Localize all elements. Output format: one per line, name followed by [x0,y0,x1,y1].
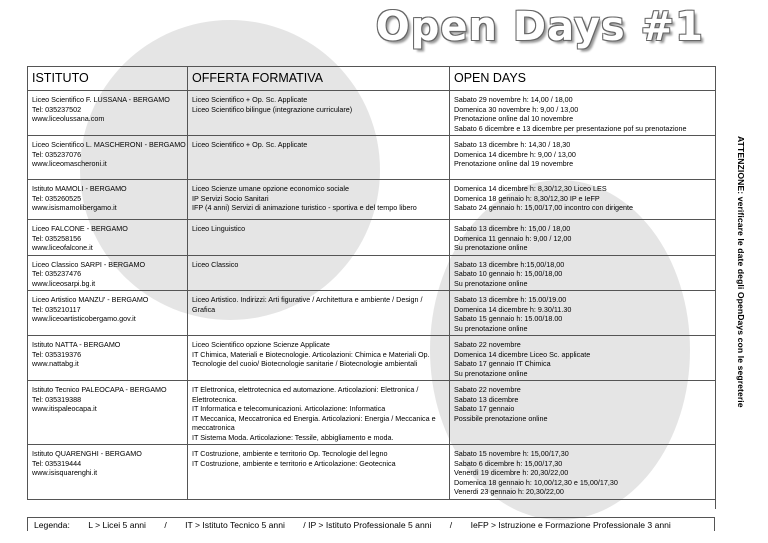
open-line: Sabato 22 novembre [454,385,521,394]
offerta-line: IFP (4 anni) Servizi di animazione turistico - sportiva e del tempo libero [192,203,417,212]
istituto-line: Liceo Classico SARPI - BERGAMO [32,259,146,269]
table-row [28,381,716,445]
open-line: Sabato 6 dicembre e 13 dicembre per presentazione pof su prenotazione [454,123,687,133]
offerta-line: Liceo Scientifico + Op. Sc. Applicate [192,140,308,149]
istituto-line: www.liceolussana.com [32,114,105,123]
side-divider [715,66,716,509]
open-line: Prenotazione online dal 10 novembre [454,114,574,123]
table-row [28,255,716,291]
open-line: Sabato 17 gennaio IT Chimica [454,359,551,368]
offerta-line: IT Sistema Moda. Articolazione: Tessile, abbigliamento e moda. [192,432,394,442]
cell-istituto [28,336,188,381]
open-line: Sabato 17 gennaio [454,404,515,413]
cell-offerta [188,180,450,220]
offerta-line: Liceo Classico [192,259,239,269]
istituto-line: www.liceoartisticobergamo.gov.it [32,314,136,323]
open-line: Sabato 13 dicembre h:15,00/18,00 [454,259,565,269]
istituto-line: Liceo Scientifico L. MASCHERONI - BERGAMO [32,140,186,149]
legend-item: / [164,520,167,530]
cell-istituto [28,381,188,445]
open-line: Venerdì 19 dicembre h: 20,30/22,00 [454,468,569,477]
istituto-line: Istituto Tecnico PALEOCAPA - BERGAMO [32,385,167,394]
istituto-line: Liceo Scientifico F. LUSSANA - BERGAMO [32,95,170,104]
legend-item: IeFP > Istruzione e Formazione Professionale 3 anni [470,520,671,530]
side-note: ATTENZIONE: verificare le date degli OpenDays con le segreterie [736,136,746,408]
offerta-line: Liceo Scientifico opzione Scienze Applicate [192,340,330,349]
offerta-line: IT Costruzione, ambiente e territorio e Articolazione: Geotecnica [192,458,396,468]
open-line: Domenica 30 novembre h: 9,00 / 13,00 [454,104,579,114]
cell-istituto [28,445,188,500]
cell-istituto [28,220,188,256]
open-line: Su prenotazione online [454,243,528,252]
cell-offerta [188,445,450,500]
cell-open [450,381,716,445]
istituto-line: Tel: 035258156 [32,233,82,243]
open-line: Sabato 13 dicembre [454,394,519,404]
header-open-days: OPEN DAYS [450,67,716,91]
legend-item: / IP > Istituto Professionale 5 anni [303,520,432,530]
cell-open [450,336,716,381]
open-line: Prenotazione online dal 19 novembre [454,159,574,168]
cell-istituto [28,180,188,220]
table-header-row [28,67,716,91]
cell-offerta [188,136,450,180]
open-line: Sabato 13 dicembre h: 15,00 / 18,00 [454,224,571,233]
offerta-line: IT Informatica e telecomunicazioni. Articolazione: Informatica [192,404,386,413]
istituto-line: Tel: 035210117 [32,304,81,314]
open-line: Venerdi 23 gennaio h: 20,30/22,00 [454,487,564,496]
istituto-line: Istituto QUARENGHI - BERGAMO [32,449,142,458]
cell-offerta [188,381,450,445]
istituto-line: Liceo Artistico MANZU' - BERGAMO [32,295,149,304]
istituto-line: www.isisquarenghi.it [32,468,98,477]
open-line: Sabato 10 gennaio h: 15,00/18,00 [454,269,563,278]
open-line: Domenica 14 dicembre h: 8,30/12,30 Liceo LES [454,184,607,193]
istituto-line: www.isismamolibergamo.it [32,203,117,212]
table-row [28,445,716,500]
cell-istituto [28,291,188,336]
open-line: Domenica 18 gennaio h: 10,00/12,30 e 15,00/17,30 [454,477,618,487]
cell-offerta [188,291,450,336]
offerta-line: Liceo Scienze umane opzione economico sociale [192,184,350,193]
cell-offerta [188,91,450,136]
header-offerta: OFFERTA FORMATIVA [188,67,450,91]
open-line: Domenica 14 dicembre h: 9,00 / 13,00 [454,149,576,159]
open-line: Domenica 18 gennaio h: 8,30/12,30 IP e IeFP [454,193,600,203]
cell-istituto [28,136,188,180]
legend [27,517,715,531]
offerta-line: Liceo Scientifico bilingue (integrazione curriculare) [192,104,353,114]
cell-open [450,255,716,291]
open-line: Sabato 24 gennaio h: 15,00/17,00 incontro con dirigente [454,203,634,212]
istituto-line: www.liceosarpi.bg.it [32,278,96,288]
cell-open [450,136,716,180]
open-line: Sabato 22 novembre [454,340,521,349]
cell-offerta [188,336,450,381]
open-line: Domenica 14 dicembre Liceo Sc. applicate [454,349,591,359]
offerta-line: Liceo Scientifico + Op. Sc. Applicate [192,95,308,104]
legend-item: / [449,520,453,530]
istituto-line: www.liceomascheroni.it [32,159,107,168]
open-line: Sabato 6 dicembre h: 15,00/17,30 [454,458,563,468]
cell-offerta [188,255,450,291]
open-line: Domenica 14 dicembre h: 9.30/11.30 [454,304,572,314]
open-line: Sabato 15 novembre h: 15,00/17,30 [454,449,569,458]
open-line: Su prenotazione online [454,368,528,378]
istituto-line: Tel: 035319376 [32,349,82,359]
table-row [28,220,716,256]
cell-open [450,180,716,220]
table-row [28,291,716,336]
open-line: Sabato 13 dicembre h: 15.00/19.00 [454,295,567,304]
open-line: Possibile prenotazione online [454,413,548,423]
istituto-line: Tel: 035319444 [32,458,82,468]
open-line: Su prenotazione online [454,278,528,288]
open-line: Domenica 11 gennaio h: 9,00 / 12,00 [454,233,572,243]
open-days-table [27,66,716,500]
offerta-line: IT Costruzione, ambiente e territorio Op. Tecnologie del legno [192,449,388,458]
istituto-line: Tel: 035237076 [32,149,82,159]
table-row [28,91,716,136]
cell-offerta [188,220,450,256]
table-row [28,180,716,220]
table-row [28,136,716,180]
legend-item: L > Licei 5 anni [88,520,146,530]
offerta-line: IT Meccanica, Meccatronica ed Energia. Articolazioni: Energia / Meccanica e meccatronica [192,413,436,432]
legend-label: Legenda: [34,520,70,530]
istituto-line: www.nattabg.it [32,359,79,368]
offerta-line: IT Elettronica, elettrotecnica ed automazione. Articolazioni: Elettronica / Elettrotecnica. [192,385,419,404]
header-istituto: ISTITUTO [28,67,188,91]
istituto-line: www.liceofalcone.it [32,243,93,252]
offerta-line: Liceo Artistico. Indirizzi: Arti figurative / Architettura e ambiente / Design / Grafica [192,295,423,314]
legend-item: IT > Istituto Tecnico 5 anni [185,520,285,530]
istituto-line: Tel: 035237476 [32,269,82,278]
cell-open [450,291,716,336]
istituto-line: Liceo FALCONE - BERGAMO [32,224,128,233]
istituto-line: Tel: 035237502 [32,104,82,114]
istituto-line: Istituto NATTA - BERGAMO [32,340,121,349]
istituto-line: Istituto MAMOLI - BERGAMO [32,184,127,193]
cell-open [450,220,716,256]
cell-open [450,445,716,500]
cell-istituto [28,91,188,136]
open-line: Sabato 15 gennaio h: 15.00/18.00 [454,314,563,323]
table-row [28,336,716,381]
istituto-line: Tel: 035260525 [32,193,82,203]
cell-open [450,91,716,136]
offerta-line: Liceo Linguistico [192,224,246,233]
offerta-line: IT Chimica, Materiali e Biotecnologie. Articolazioni: Chimica e Materiali Op. Tecnologie del cuoio/ Biotecnologie sanitarie / Biotecnologie ambientali [192,349,430,368]
cell-istituto [28,255,188,291]
open-line: Su prenotazione online [454,323,528,333]
open-line: Sabato 29 novembre h: 14,00 / 18,00 [454,95,573,104]
istituto-line: Tel: 035319388 [32,394,82,404]
istituto-line: www.itispaleocapa.it [32,404,97,413]
page-title: Open Days #1 [375,4,704,50]
open-line: Sabato 13 dicembre h: 14,30 / 18,30 [454,140,571,149]
offerta-line: IP Servizi Socio Sanitari [192,193,269,203]
